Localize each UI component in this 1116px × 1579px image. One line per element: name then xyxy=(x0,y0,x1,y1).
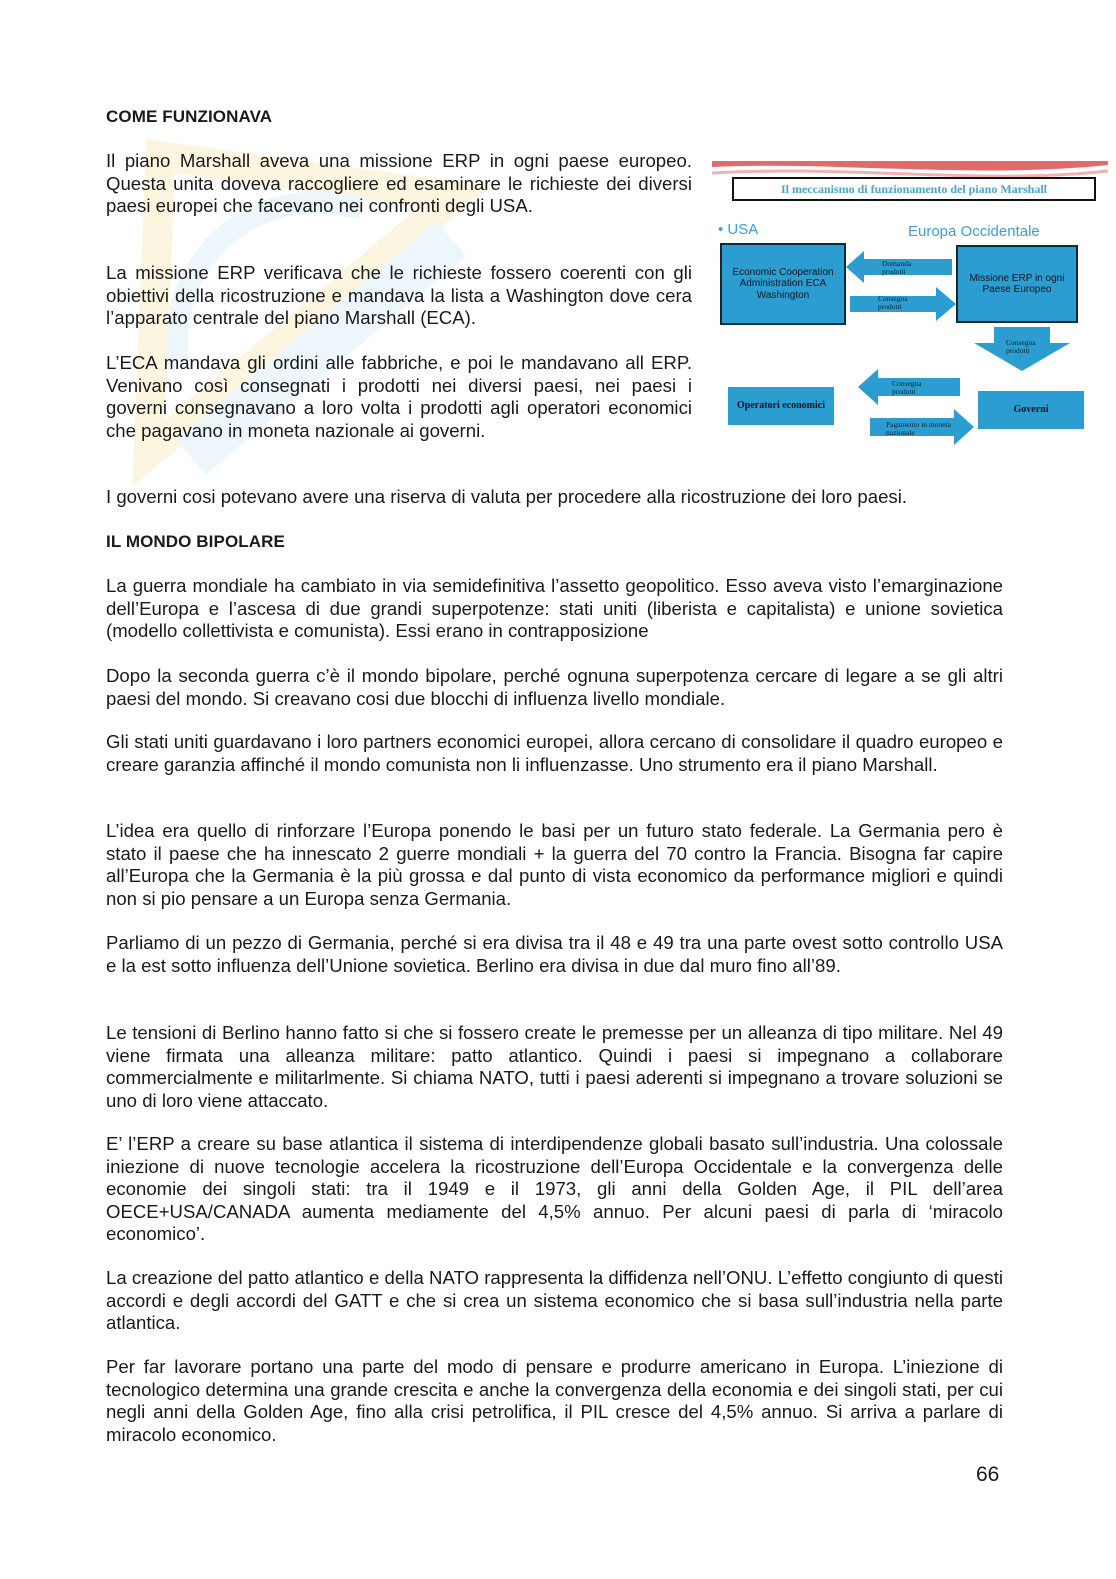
delivery-arrow-label: Consegna prodotti xyxy=(878,294,908,311)
mission-erp-box-label: Missione ERP in ogni Paese Europeo xyxy=(969,272,1065,295)
europe-label: Europa Occidentale xyxy=(908,223,1040,240)
demand-arrow-label: Domanda prodotti xyxy=(882,259,912,276)
governments-box-label: Governi xyxy=(1013,404,1049,416)
delivery-left-label: Consegna prodotti xyxy=(892,379,922,396)
operators-box xyxy=(728,387,834,425)
diagram-title: Il meccanismo di funzionamento del piano Marshall xyxy=(732,177,1096,201)
eca-box-label: Economic Cooperation Administration ECA Washington xyxy=(732,266,834,301)
paragraph: Le tensioni di Berlino hanno fatto si che si fossero create le premesse per un alleanza di tipo militare. Nel 49 viene firmata una alleanza militare: patto atlantico. Quindi i paesi si impegnano a collaborare commercialmente e militarlmente. Si chiama NATO, tutti i paesi aderenti si impegnano a trovare soluzioni se uno di loro viene attaccato. xyxy=(106,1022,1003,1111)
section-heading-come-funzionava: COME FUNZIONAVA xyxy=(106,107,273,126)
paragraph: Parliamo di un pezzo di Germania, perché si era divisa tra il 48 e 49 tra una parte ovest sotto controllo USA e la est sotto influenza dell’Unione sovietica. Berlino era divisa in due dal muro fino all’89. xyxy=(106,932,1003,976)
paragraph: L’idea era quello di rinforzare l’Europa ponendo le basi per un futuro stato federale. La Germania pero è stato il paese che ha innescato 2 guerre mondiali + la guerra del 70 contro la Francia. Bisogna far capire all’Europa che la Germania è la più grossa e dal punto di vista economico da performance migliori e quindi non si pio pensare a un Europa senza Germania. xyxy=(106,820,1003,909)
paragraph: L’ECA mandava gli ordini alle fabbriche, e poi le mandavano all ERP. Venivano così consegnati i prodotti nei diversi paesi, nei paesi i governi consegnavano a loro volta i prodotti agli operatori economici che pagavano in moneta nazionale ai governi. xyxy=(106,352,692,441)
usa-label: • USA xyxy=(718,221,759,238)
eca-box xyxy=(720,243,846,325)
paragraph: La guerra mondiale ha cambiato in via semidefinitiva l’assetto geopolitico. Esso aveva visto l’emarginazione dell’Europa e l’ascesa di due grandi superpotenze: stati uniti (liberista e capitalista) e unione sovietica (modello collettivista e comunista). Essi erano in contrapposizione xyxy=(106,575,1003,642)
paragraph: Dopo la seconda guerra c’è il mondo bipolare, perché ognuna superpotenza cercare di legare a se gli altri paesi del mondo. Si creavano cosi due blocchi di influenza livello mondiale. xyxy=(106,665,1003,709)
paragraph: Gli stati uniti guardavano i loro partners economici europei, allora cercano di consolidare il quadro europeo e creare garanzia affinché il mondo comunista non li influenzasse. Uno strumento era il piano Marshall. xyxy=(106,731,1003,775)
page-number: 66 xyxy=(976,1463,1000,1486)
paragraph: Il piano Marshall aveva una missione ERP in ogni paese europeo. Questa unita doveva raccogliere ed esaminare le richieste dei diversi paesi europei che facevano nei confronti degli USA. xyxy=(106,150,692,217)
paragraph: I governi cosi potevano avere una riserva di valuta per procedere alla ricostruzione dei loro paesi. xyxy=(106,486,908,507)
mission-erp-box xyxy=(956,245,1078,323)
payment-arrow-label: Pagamento in moneta nazionale xyxy=(886,420,951,437)
paragraph: E’ l’ERP a creare su base atlantica il sistema di interdipendenze globali basato sull’industria. Una colossale iniezione di nuove tecnologie accelera la ricostruzione dell’Europa Occidentale e la convergenza delle economie dei singoli stati: tra il 1949 e il 1973, gli anni della Golden Age, il PIL dell’area OECE+USA/CANADA aumenta mediamente del 4,5% annuo. Per alcuni paesi di parla di ‘miracolo economico’. xyxy=(106,1133,1003,1245)
marshall-plan-diagram xyxy=(712,161,1108,461)
paragraph: La creazione del patto atlantico e della NATO rappresenta la diffidenza nell’ONU. L’effetto congiunto di questi accordi e degli accordi del GATT e che si crea un sistema economico che si basa sull’industria nella parte atlantica. xyxy=(106,1267,1003,1334)
paragraph: Per far lavorare portano una parte del modo di pensare e produrre americano in Europa. L’iniezione di tecnologico determina una grande crescita e anche la convergenza della economia e dei singoli stati, per cui negli anni della Golden Age, fino alla crisi petrolifica, il PIL cresce del 4,5% annuo. Si arriva a parlare di miracolo economico. xyxy=(106,1356,1003,1445)
governments-box xyxy=(978,391,1084,429)
paragraph: La missione ERP verificava che le richieste fossero coerenti con gli obiettivi della ricostruzione e mandava la lista a Washington dove cera l’apparato centrale del piano Marshall (ECA). xyxy=(106,262,692,329)
delivery-down-label: Consegna prodotti xyxy=(1006,338,1036,355)
operators-box-label: Operatori economici xyxy=(736,400,826,412)
section-heading-mondo-bipolare: IL MONDO BIPOLARE xyxy=(106,532,285,551)
